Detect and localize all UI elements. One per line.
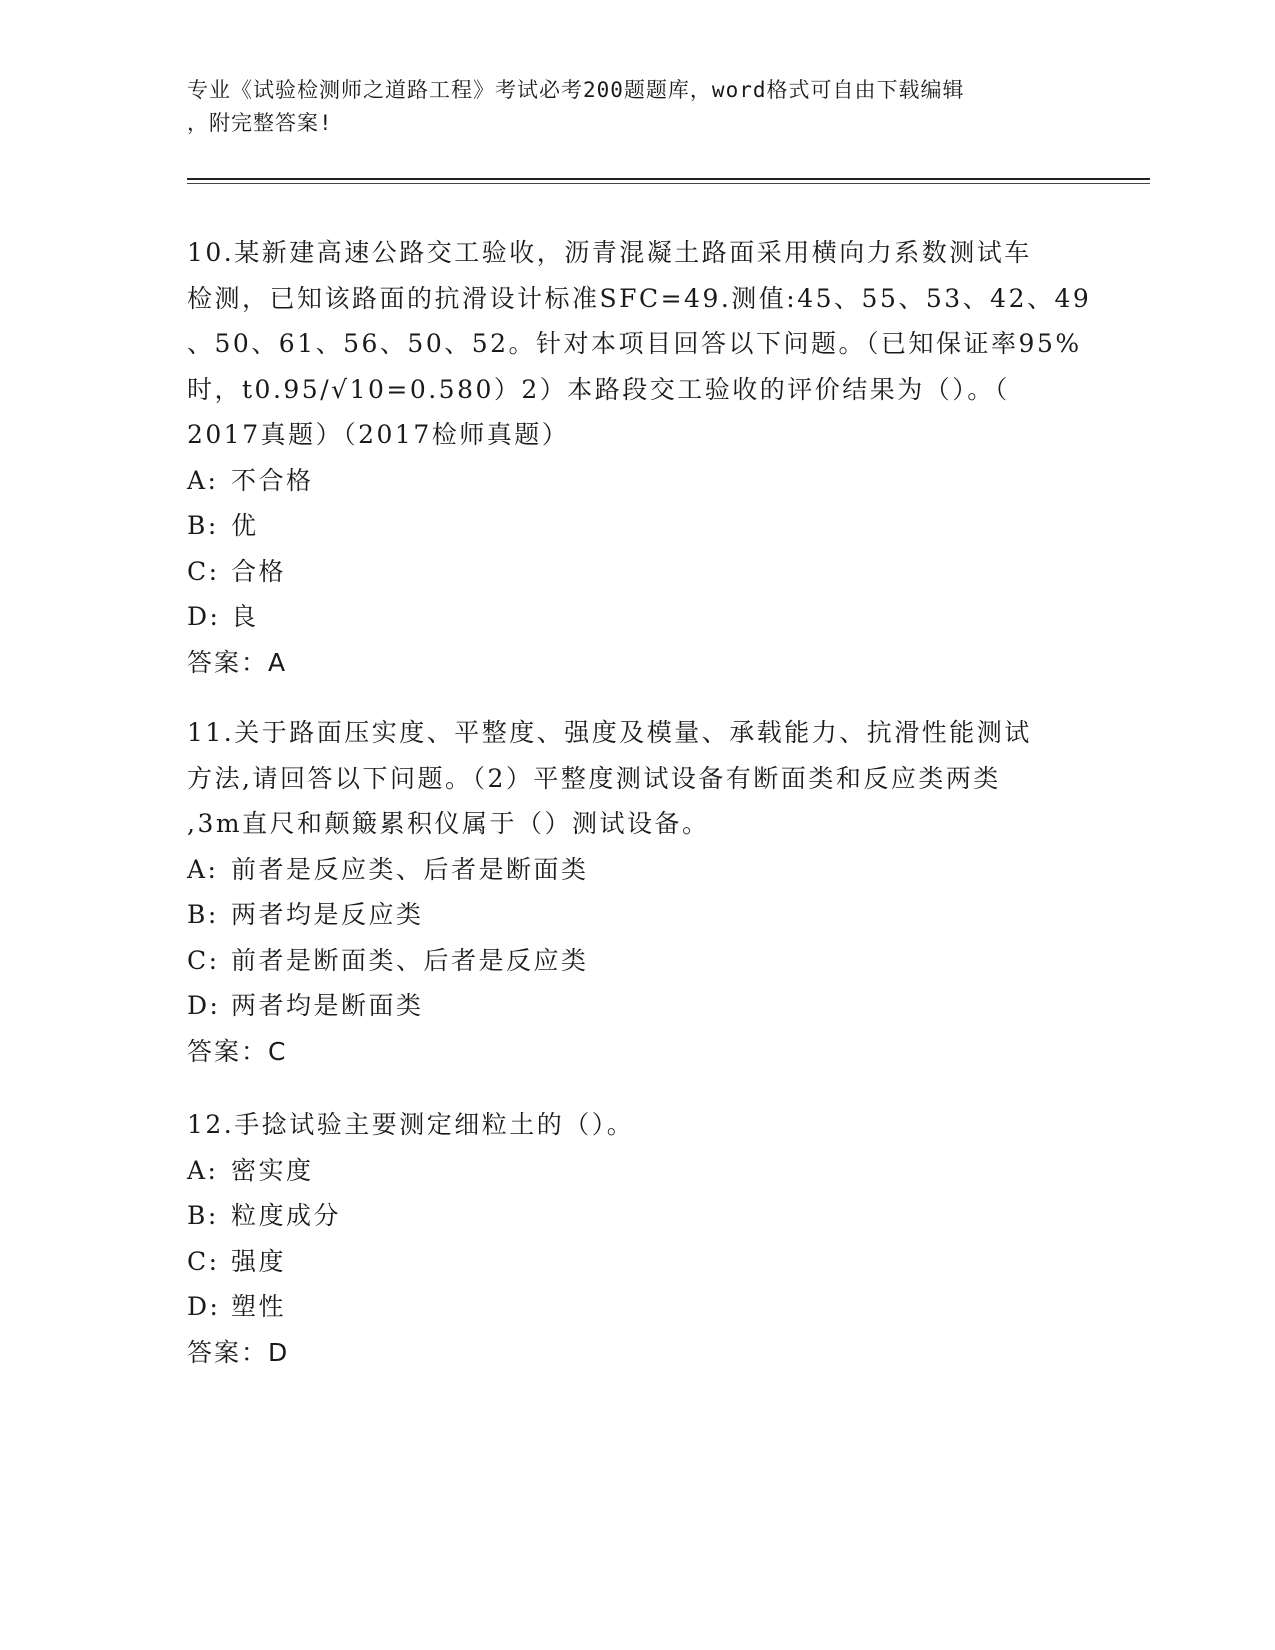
option-b: [187, 503, 1087, 549]
question-stem: [187, 1102, 1087, 1148]
question-line: 11.关于路面压实度、平整度、强度及模量、承载能力、抗滑性能测试: [187, 718, 1032, 747]
option-text: 两者均是断面类: [231, 991, 424, 1020]
option-key: D:: [187, 602, 221, 631]
option-key: A:: [187, 854, 219, 884]
question-11: [187, 710, 1087, 1074]
option-text: 优: [231, 511, 259, 540]
option-key: B:: [187, 511, 219, 540]
answer-line: 答案：C: [187, 1036, 288, 1066]
option-text: 密实度: [231, 1155, 314, 1185]
question-10: [187, 230, 1092, 685]
question-line: ,3m直尺和颠簸累积仪属于（）测试设备。: [187, 809, 710, 838]
header-title-line1: 专业《试验检测师之道路工程》考试必考200题题库，word格式可自由下载编辑: [187, 78, 965, 102]
answer-line: 答案：D: [187, 1337, 290, 1367]
option-key: A:: [187, 1155, 219, 1185]
option-text: 两者均是反应类: [231, 900, 424, 929]
question-line: 方法,请回答以下问题。（2）平整度测试设备有断面类和反应类两类: [187, 763, 1001, 793]
option-c: [187, 1239, 1087, 1285]
option-a: [187, 1148, 1087, 1194]
option-key: C:: [187, 1246, 220, 1276]
question-line: 时，t0.95/√10=0.580）2）本路段交工验收的评价结果为（）。（: [187, 374, 1010, 404]
option-key: D:: [187, 1292, 221, 1321]
option-text: 合格: [231, 556, 287, 586]
option-a: [187, 458, 1087, 504]
option-text: 前者是断面类、后者是反应类: [231, 945, 589, 975]
option-c: [187, 549, 1087, 595]
option-d: [187, 1284, 1087, 1330]
question-12: [187, 1102, 1087, 1375]
question-line: 、50、61、56、50、52。针对本项目回答以下问题。（已知保证率95%: [187, 329, 1082, 358]
option-text: 不合格: [231, 465, 314, 495]
option-key: A:: [187, 465, 219, 495]
option-d: [187, 594, 1087, 640]
option-text: 塑性: [231, 1292, 287, 1321]
question-stem: [187, 230, 1092, 458]
option-key: C:: [187, 556, 220, 586]
option-d: [187, 983, 1087, 1029]
header-divider-thin: [187, 183, 1150, 184]
option-text: 良: [231, 602, 259, 631]
question-line: 12.手捻试验主要测定细粒土的（）。: [187, 1110, 635, 1139]
question-line: 检测，已知该路面的抗滑设计标准SFC=49.测值:45、55、53、42、49: [187, 283, 1092, 313]
option-key: D:: [187, 991, 221, 1020]
option-key: B:: [187, 900, 219, 929]
option-b: [187, 892, 1087, 938]
option-c: [187, 938, 1087, 984]
option-key: B:: [187, 1201, 219, 1230]
option-text: 粒度成分: [231, 1201, 342, 1230]
question-line: 10.某新建高速公路交工验收，沥青混凝土路面采用横向力系数测试车: [187, 238, 1032, 267]
option-text: 强度: [231, 1246, 287, 1276]
option-b: [187, 1193, 1087, 1239]
header-title-line2: ，附完整答案!: [187, 111, 333, 135]
question-line: 2017真题）（2017检师真题）: [187, 420, 570, 449]
option-text: 前者是反应类、后者是断面类: [231, 854, 589, 884]
header-divider-thick: [187, 178, 1150, 180]
question-stem: [187, 710, 1087, 847]
option-a: [187, 847, 1087, 893]
answer-line: 答案：A: [187, 647, 288, 677]
option-key: C:: [187, 945, 220, 975]
document-header: [187, 74, 1087, 140]
